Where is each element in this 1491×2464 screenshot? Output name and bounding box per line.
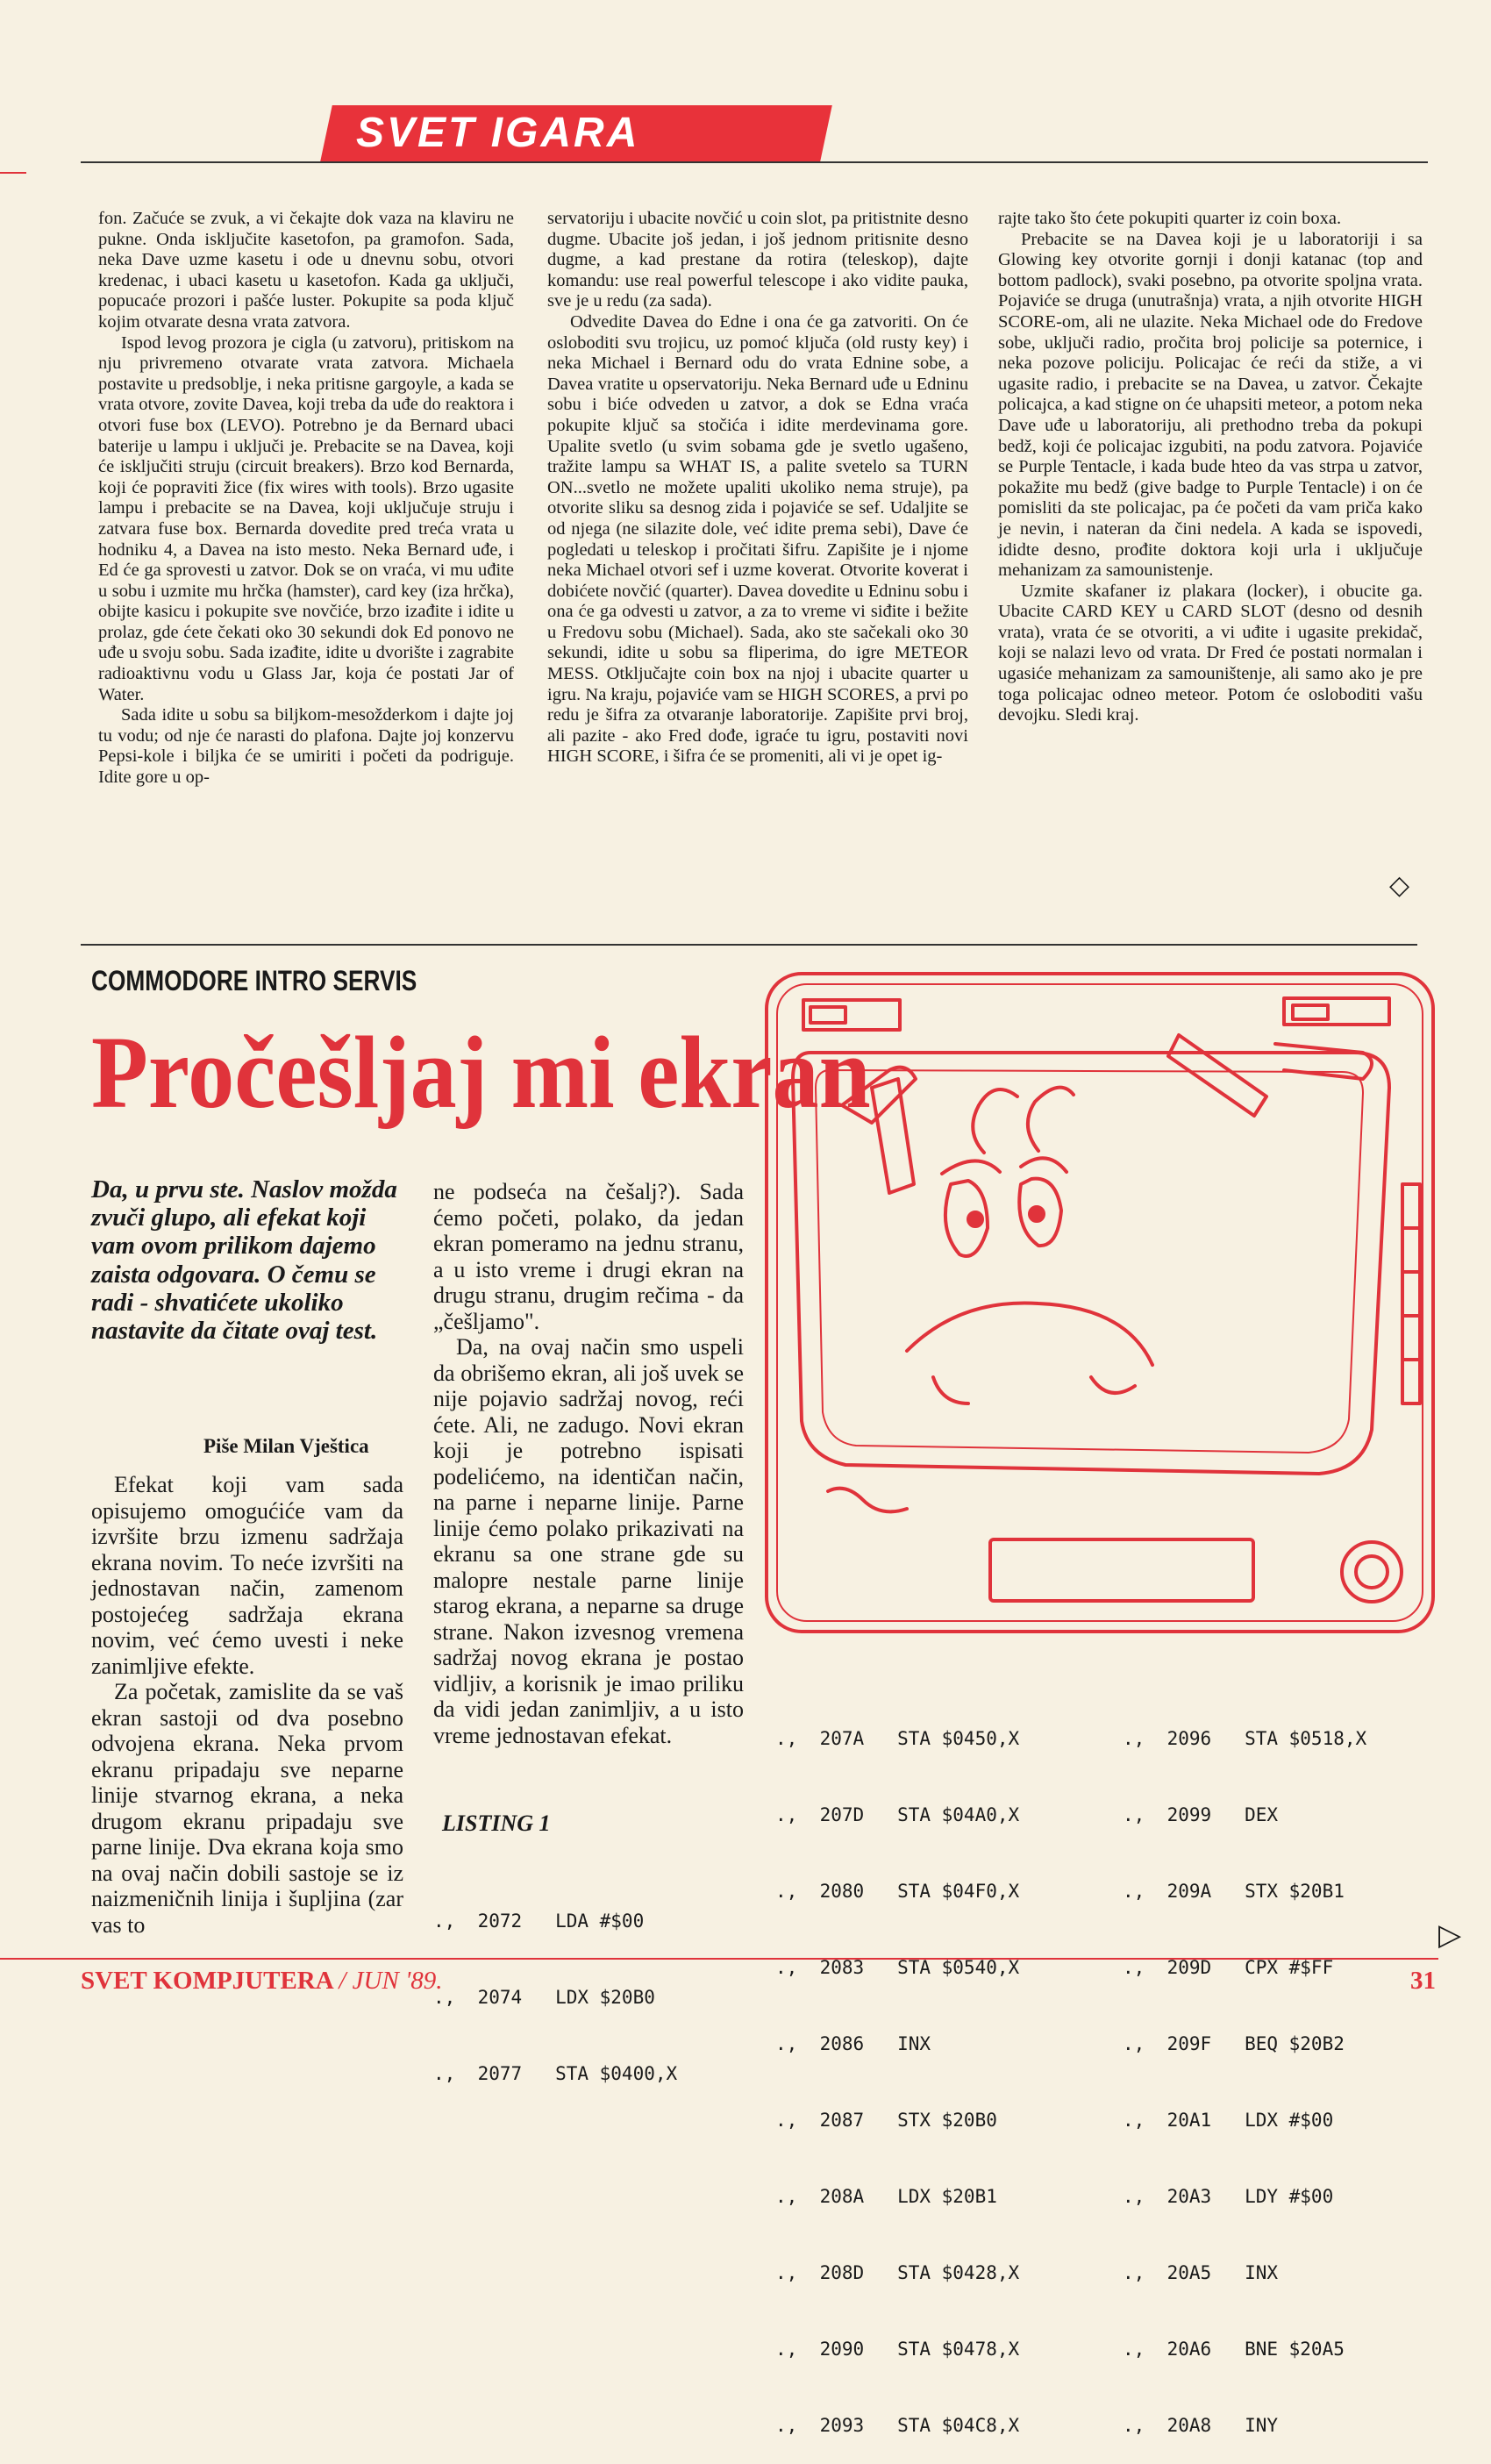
paragraph: Sada idite u sobu sa biljkom-mesožderkom i dajte joj tu vodu; od nje će narasti do plafona. Dajte joj konzervu Pepsi-kole i biljka će se umiriti i početi da podriguje. Idite gore u op- <box>98 705 514 788</box>
top-column-1 <box>98 209 514 789</box>
monitor-illustration <box>758 965 1451 1649</box>
listing-line: ., 20A8 INY <box>1123 2415 1279 2436</box>
listing-column-3 <box>1123 1675 1366 2464</box>
section-title: SVET IGARA <box>356 110 640 156</box>
listing-line: ., 209D CPX #$FF <box>1123 1957 1334 1978</box>
top-column-2 <box>547 209 968 768</box>
listing-line: ., 2072 LDA #$00 <box>433 1910 645 1932</box>
listing-line: ., 2093 STA $04C8,X <box>775 2415 1020 2436</box>
listing-line: ., 2080 STA $04F0,X <box>775 1881 1020 1902</box>
section-tag <box>320 105 832 161</box>
listing-line: ., 209A STX $20B1 <box>1123 1881 1345 1902</box>
listing-line: ., 2077 STA $0400,X <box>433 2063 678 2084</box>
page-number: 31 <box>1410 1967 1436 1995</box>
paragraph: Uzmite skafaner iz plakara (locker), i obucite ga. Ubacite CARD KEY u CARD SLOT (desno od desnih vrata), vrata će se otvoriti, a vi uđite i ugasite prekidač, koji se nalazi levo od vrata. Dr Fred će postati normalan i ugasiće mehanizam za samouništenje, ali samo ako je pre toga policajac odneo meteor. Potom će osloboditi vašu devojku. Sledi kraj. <box>998 581 1423 725</box>
listing-line: ., 2083 STA $0540,X <box>775 1957 1020 1978</box>
footer-rule <box>0 1958 1438 1960</box>
issue-date: / JUN '89. <box>339 1967 443 1995</box>
article-column-1 <box>91 1472 403 1938</box>
listing-line: ., 2087 STX $20B0 <box>775 2110 997 2131</box>
paragraph: fon. Začuće se zvuk, a vi čekajte dok vaza na klaviru ne pukne. Onda isključite kasetofon, pa gramofon. Sada, neka Dave uzme kasetu i ode u dnevnu sobu, otvori kredenac, i ubaci kasetu u kasetofon. Kada ga uključi, popucaće prozori i pašće luster. Pokupite sa poda ključ kojim otvarate desna vrata zatvora. <box>98 209 514 332</box>
paragraph: Odvedite Davea do Edne i ona će ga zatvoriti. On će osloboditi svu trojicu, uz pomoć ključa (old rusty key) i neka Michael i Bernard odu do vrata Ednine sobe, a Davea vratite u opservatoriju. Neka Bernard uđe u Edninu sobu i biće odveden u zatvor, a dok se Edna vraća pokupite ključ sa stočića i idite merdevinama gore. Upalite svetlo (u svim sobama gde je svetlo ugašeno, tražite lampu sa WHAT IS, a palite svetelo sa TURN ON...svetlo ne možete upaliti ukoliko nema struje), pa otvorite sliku sa desnog zida i pojaviće se sef. Udaljite se od njega (ne silazite dole, već idite prema sebi), Dave će pogledati u teleskop i pročitati šifru. Zapišite je i njome neka Michael otvori sef i uzme koverat. Otvorite koverat i dobićete novčić (quarter). Davea dovedite u Edninu sobu i ona će ga odvesti u zatvor, a za to vreme vi siđite i bežite u Fredovu sobu (Michael). Sada, ako ste sačekali oko 30 sekundi, idite u sobu sa fliperima, do igre METEOR MESS. Otključajte coin box na njoj i ubacite quarter u igru. Na kraju, pojaviće vam se HIGH SCORES, a prvi po redu je šifra za otvaranje laboratorije. Zapišite prvi broj, ali pazite - ako Fred dođe, igraće tu igru, postaviti novi HIGH SCORE, i šifra će se promeniti, ali vi je opet ig- <box>547 311 968 767</box>
paragraph: rajte tako što ćete pokupiti quarter iz coin boxa. <box>998 209 1342 228</box>
top-column-3 <box>998 209 1423 726</box>
listing-column-2 <box>775 1675 1019 2464</box>
footer-magazine <box>81 1967 443 1996</box>
listing-line: ., 20A6 BNE $20A5 <box>1123 2339 1345 2360</box>
article-headline: Pročešljaj mi ekran <box>91 1015 871 1130</box>
magazine-name: SVET KOMPJUTERA <box>81 1967 333 1995</box>
header-rule <box>81 161 1428 163</box>
listing-line: ., 2099 DEX <box>1123 1804 1279 1825</box>
listing-line: ., 20A5 INX <box>1123 2262 1279 2283</box>
listing-line: ., 208D STA $0428,X <box>775 2262 1020 2283</box>
end-mark: ◇ <box>1389 871 1410 900</box>
section-divider <box>81 944 1417 946</box>
listing-line: ., 209F BEQ $20B2 <box>1123 2033 1345 2054</box>
listing-line: ., 2090 STA $0478,X <box>775 2339 1020 2360</box>
listing-column-1 <box>433 1858 677 2112</box>
paragraph: Ispod levog prozora je cigla (u zatvoru), pritiskom na nju privremeno otvarate vrata zatvora. Michaela postavite u predsoblje, i neka pritisne gargoyle, a kada se vrata otvore, zovite Davea, koji treba da uđe do reaktora i otvori fuse box (LEVO). Potrebno je da Bernard ubaci baterije u lampu i uključi je. Prebacite se na Davea, koji će isključiti struju (circuit breakers). Brzo kod Bernarda, koji će popraviti žice (fix wires with tools). Brzo ugasite lampu i prebacite se na Davea, koji uključuje struju i zatvara fuse box. Bernarda dovedite pred treća vrata u hodniku 4, a Davea na isto mesto. Neka Bernard uđe, i Ed će ga sprovesti u zatvor. Dok se on vraća, vi mu uđite u sobu i uzmite mu hrčka (hamster), card key (iza hrčka), obijte kasicu i pokupite sve novčiće, brzo izađite i idite u prolaz, gde ćete čekati oko 30 sekundi dok Ed ponovo ne uđe u svoju sobu. Sada izađite, idite u dvorište i zagrabite radioaktivnu vodu u Glass Jar, koja će postati Jar of Water. <box>98 332 514 704</box>
listing-line: ., 208A LDX $20B1 <box>775 2186 997 2207</box>
paragraph: Da, na ovaj način smo uspeli da obrišemo ekran, ali još uvek se nije pojavio sadržaj novog, reći ćete. Ali, ne zadugo. Novi ekran koji je potrebno ispisati podelićemo, na identičan način, na parne i neparne linije. Parne linije ćemo polako prikazivati na ekranu sa one strane gde su malopre nestale parne linije starog ekrana, a neparne sa druge strane. Nakon izvesnog vremena sadržaj novog ekrana je postao vidljiv, a korisnik je imao priliku da vidi jedan zanimljiv, a u isto vreme jednostavan efekat. <box>433 1334 744 1748</box>
paragraph: servatoriju i ubacite novčić u coin slot, pa pritistnite desno dugme. Ubacite još jedan, i još jednom pritisnite desno dugme, a kad prestane da rotira (teleskop), dajte komandu: use real powerful telescope i ako vidite pauka, sve je u redu (za sada). <box>547 209 968 311</box>
paragraph: ne podseća na češalj?). Sada ćemo početi, polako, da jedan ekran pomeramo na jednu stranu, a u isto vreme i drugi ekran na drugu stranu, drugim rečima - da „češljamo". <box>433 1179 744 1334</box>
listing-line: ., 2096 STA $0518,X <box>1123 1728 1367 1749</box>
continue-arrow-icon: ▷ <box>1438 1919 1462 1952</box>
header-rule-left <box>0 172 26 174</box>
listing-line: ., 207D STA $04A0,X <box>775 1804 1020 1825</box>
article-lead: Da, u prvu ste. Naslov možda zvuči glupo, ali efekat koji vam ovom prilikom dajemo zaista odgovara. O čemu se radi - shvatićete ukoliko nastavite da čitate ovaj test. <box>91 1175 397 1346</box>
paragraph: Za početak, zamislite da se vaš ekran sastoji od dva posebno odvojena ekrana. Neka prvom ekranu pripadaju sve neparne linije stvarnog ekrana, a neka drugom ekranu pripadaju sve parne linije. Dva ekrana koja smo na ovaj način dobili sastoje se iz naizmeničnih linija i šupljina (zar vas to <box>91 1679 403 1938</box>
listing-line: ., 2086 INX <box>775 2033 931 2054</box>
listing-line: ., 2074 LDX $20B0 <box>433 1987 655 2008</box>
article-column-2 <box>433 1179 744 1748</box>
listing-line: ., 20A3 LDY #$00 <box>1123 2186 1334 2207</box>
article-byline: Piše Milan Vještica <box>203 1435 369 1457</box>
article-kicker: COMMODORE INTRO SERVIS <box>91 965 417 996</box>
listing-title: LISTING 1 <box>442 1811 551 1836</box>
listing-line: ., 20A1 LDX #$00 <box>1123 2110 1334 2131</box>
paragraph: Efekat koji vam sada opisujemo omogućiće vam da izvršite brzu izmenu sadržaja ekrana novim. To neće izvršiti na jednostavan način, zamenom postojećeg sadržaja ekrana novim, već ćemo uvesti i neke zanimljive efekte. <box>91 1472 403 1679</box>
paragraph: Prebacite se na Davea koji je u laboratoriji i sa Glowing key otvorite gornji i donji katanac (top and bottom padlock), svaki posebno, pa otvorite spoljna vrata. Pojaviće se druga (unutrašnja) vrata, a njih otvorite HIGH SCORE-om, ali ne ulazite. Neka Michael ode do Fredove sobe, uključi radio, pročita broj policije sa poternice, i neka pozove policiju. Policajac će reći da stiže, a vi ugasite radio, i prebacite se na Davea, u zatvor. Čekajte policajca, a kad stigne on će uhapsiti meteor, a potom neka Dave uđe u laboratoriju, ali prethodno treba da pokupi bedž, koji će policajac izgubiti, na podu zatvora. Pojaviće se Purple Tentacle, i kada bude hteo da vas strpa u zatvor, pokažite mu bedž (give badge to Purple Tentacle) i on će pomisliti da ste policajac, pa će početi da vam priča kako je nevin, i nateran da čini nedela. A kada se ispovedi, ididte desno, prođite doktora koji urla i uključuje mehanizam za samounistenje. <box>998 229 1423 581</box>
listing-line: ., 207A STA $0450,X <box>775 1728 1020 1749</box>
